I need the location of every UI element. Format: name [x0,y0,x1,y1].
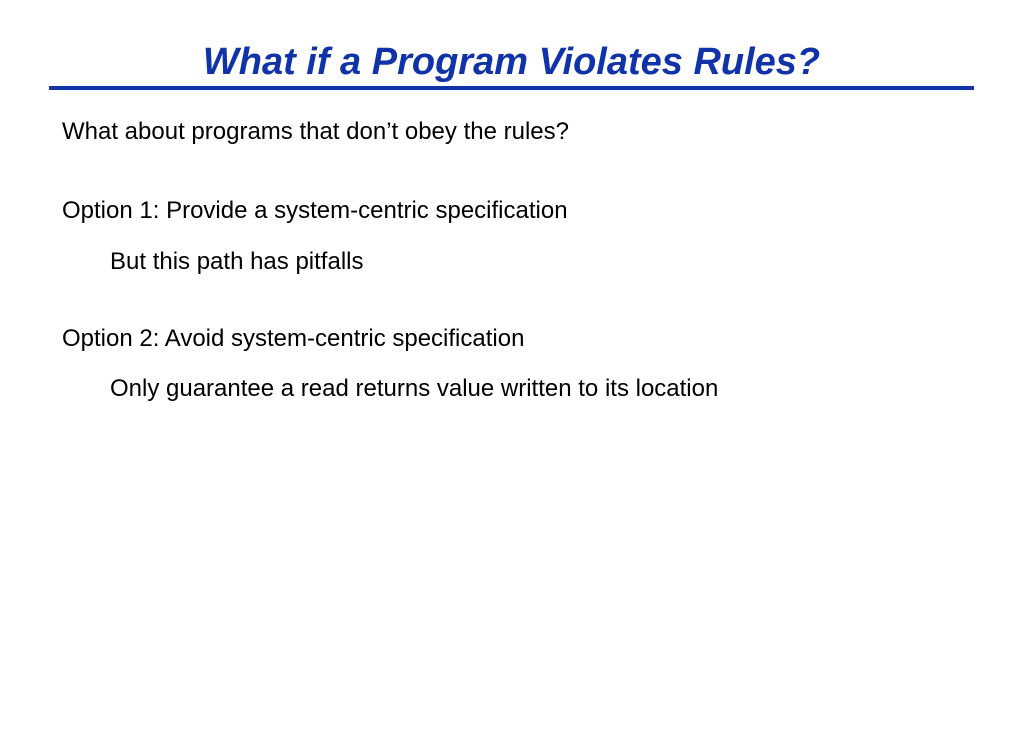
slide-title: What if a Program Violates Rules? [202,41,821,83]
title-underline [49,86,974,90]
bullet-item: Option 2: Avoid system-centric specification [62,325,525,352]
bullet-item: Option 1: Provide a system-centric specification [62,197,568,224]
sub-bullet-item: But this path has pitfalls [110,248,364,275]
bullet-item: What about programs that don’t obey the rules? [62,118,569,145]
sub-bullet-item: Only guarantee a read returns value written to its location [110,375,719,402]
